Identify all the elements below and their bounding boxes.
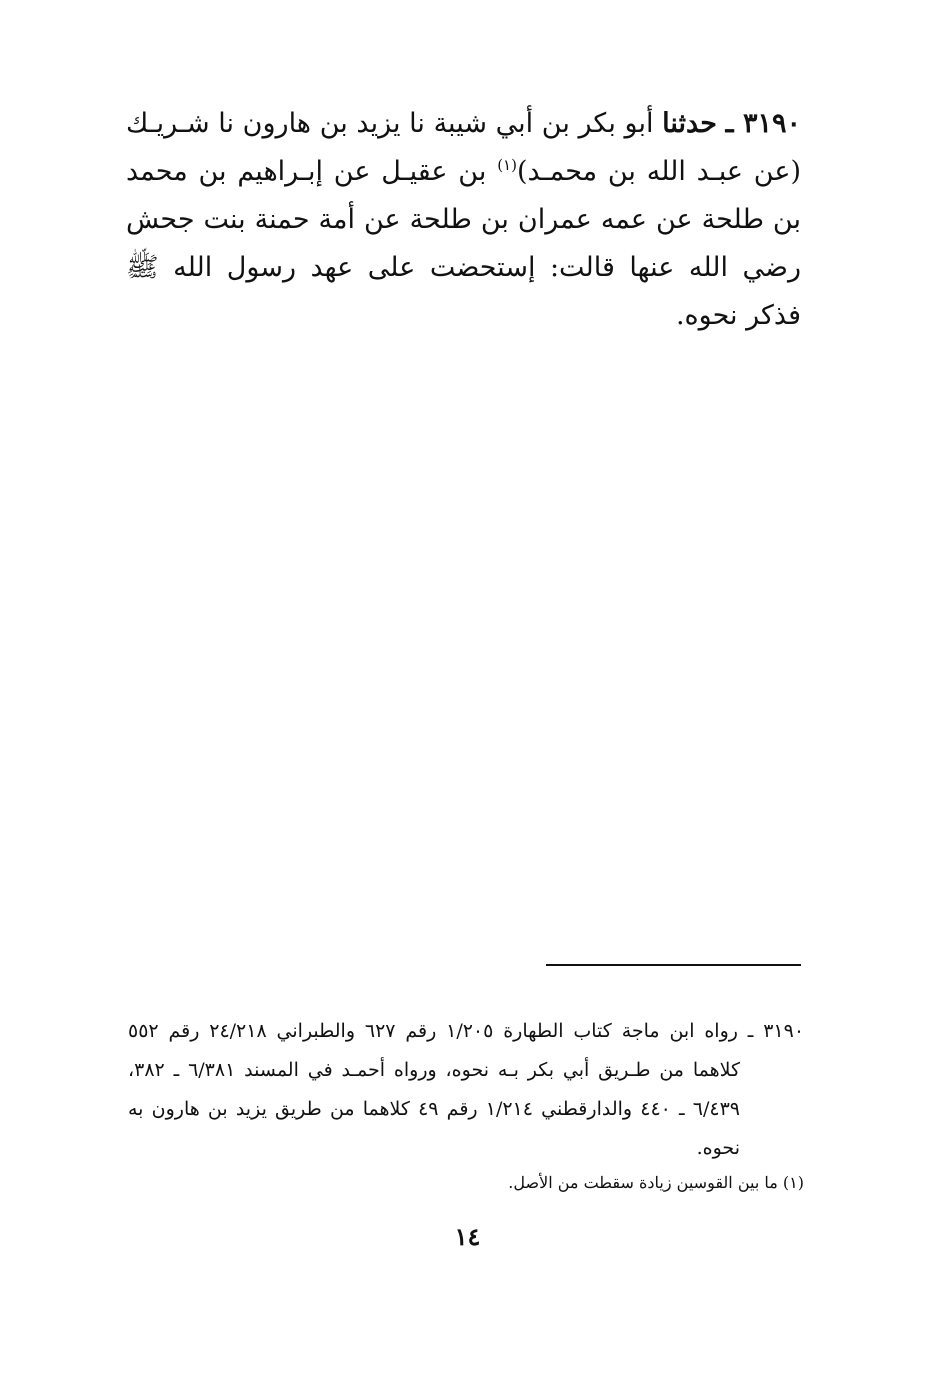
hadith-number: ٣١٩٠ ـ (725, 108, 801, 139)
footnote-marker: (١) (497, 156, 517, 174)
footnotes-section (128, 1012, 804, 1198)
footnote-1: (١) ما بين القوسين زيادة سقطت من الأصل. (508, 1173, 804, 1192)
takhrij-footnote: ٣١٩٠ ـ رواه ابن ماجة كتاب الطهارة ١/٢٠٥ رقم ٦٢٧ والطبراني ٢٤/٢١٨ رقم ٥٥٢ كلاهما من طـريق أبي بكر بـه نحوه، ورواه أحمـد في المسند ٦/٣٨١ ـ ٣٨٢، ٦/٤٣٩ ـ ٤٤٠ والدارقطني ١/٢١٤ رقم ٤٩ كلاهما من طريق يزيد بن هارون به نحوه. (128, 1020, 805, 1159)
footnote-divider (546, 964, 801, 966)
hadith-text-part2: بن عقيـل عن إبـراهيم بن محمد بن طلحة عن عمه عمران بن طلحة عن أمة حمنة بنت جحش رضي الله عنها قالت: إستحضت على عهد رسول الله ﷺ فذكر نحوه. (126, 156, 801, 331)
hadith-paragraph (126, 100, 801, 340)
page-number: ١٤ (454, 1222, 481, 1251)
hadith-text-part1: أبو بكر بن أبي شيبة نا يزيد بن هارون نا شـريـك (عن عبـد الله بن محمـد) (126, 108, 801, 187)
hadith-lead-word: حدثنا (662, 108, 717, 139)
